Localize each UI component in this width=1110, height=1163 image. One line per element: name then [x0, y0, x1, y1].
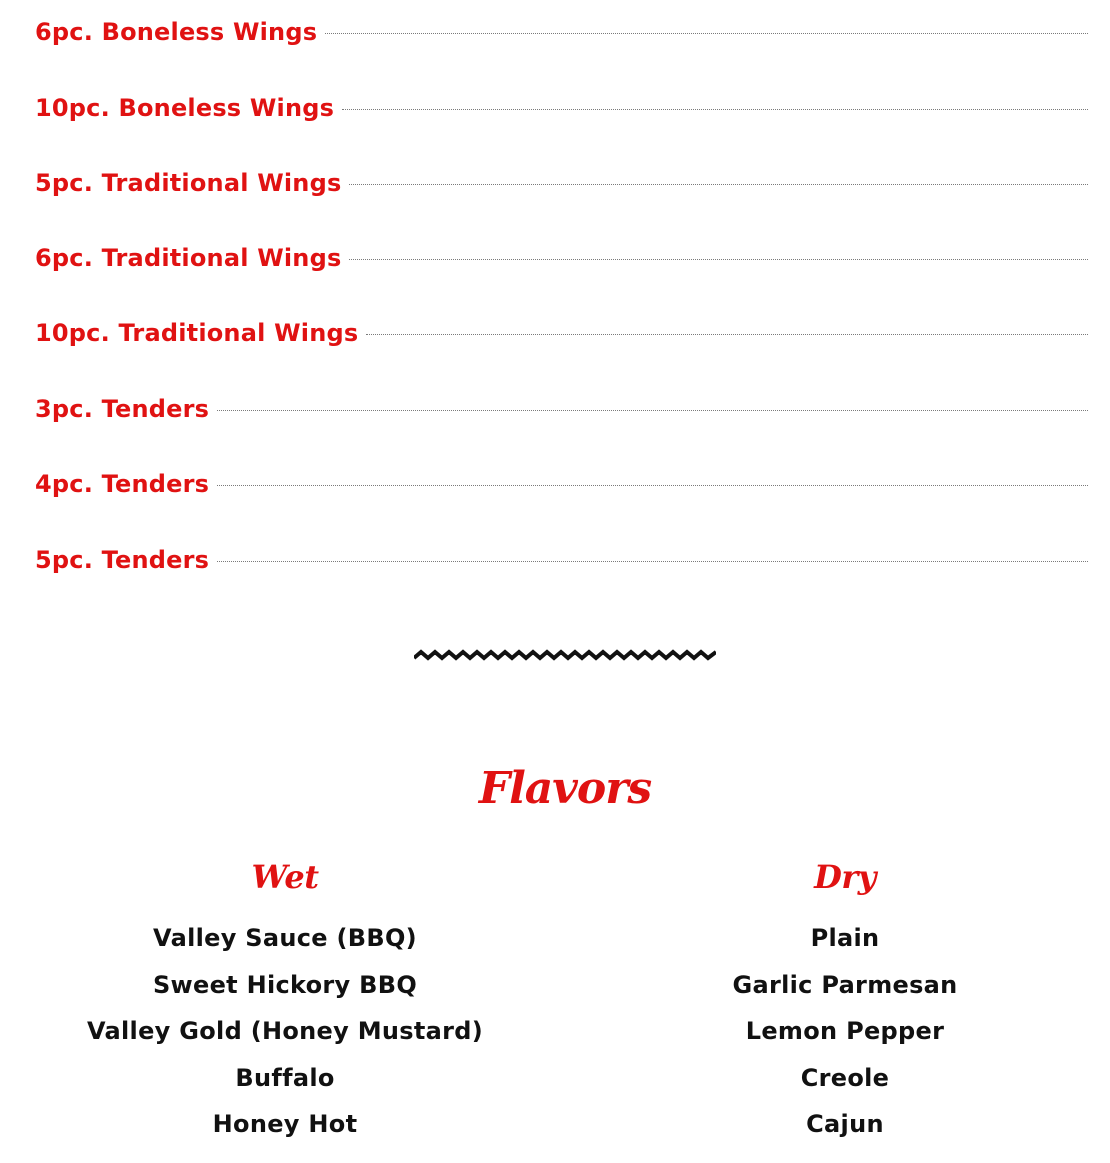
menu-item-name: 10pc. Boneless Wings	[35, 94, 335, 122]
menu-item-name: 6pc. Boneless Wings	[35, 18, 318, 46]
dry-flavor-list	[565, 915, 1110, 1148]
flavor-item: Plain	[810, 924, 880, 952]
menu-item-name: 5pc. Traditional Wings	[35, 169, 342, 197]
zigzag-divider	[414, 644, 716, 666]
dotted-leader	[342, 109, 1088, 110]
menu-item-name: 4pc. Tenders	[35, 470, 210, 498]
wet-flavor-list	[5, 915, 565, 1148]
flavor-item: Lemon Pepper	[745, 1017, 945, 1045]
dry-heading: Dry	[814, 858, 876, 896]
dotted-leader	[349, 184, 1088, 185]
dotted-leader	[349, 259, 1088, 260]
dry-flavors-column	[565, 852, 1110, 1148]
menu-item-name: 10pc. Traditional Wings	[35, 319, 359, 347]
menu-item	[35, 238, 1088, 278]
menu-item-name: 6pc. Traditional Wings	[35, 244, 342, 272]
menu-item	[35, 540, 1088, 580]
flavor-item: Cajun	[806, 1110, 884, 1138]
flavor-item: Garlic Parmesan	[732, 970, 958, 999]
flavor-item: Valley Sauce (BBQ)	[153, 924, 417, 952]
dotted-leader	[217, 561, 1088, 562]
flavor-item: Creole	[800, 1063, 890, 1092]
menu-item	[35, 313, 1088, 353]
menu-item-name: 3pc. Tenders	[35, 395, 210, 423]
wet-heading: Wet	[251, 858, 319, 896]
menu-item	[35, 464, 1088, 504]
flavor-item: Sweet Hickory BBQ	[152, 970, 418, 999]
menu-item	[35, 389, 1088, 429]
wet-flavors-column	[5, 852, 565, 1148]
menu-item-name: 5pc. Tenders	[35, 546, 210, 574]
menu-item	[35, 12, 1088, 52]
flavor-item: Valley Gold (Honey Mustard)	[86, 1017, 484, 1045]
dotted-leader	[366, 334, 1088, 335]
menu-item	[35, 163, 1088, 203]
dotted-leader	[217, 410, 1088, 411]
menu-item	[35, 88, 1088, 128]
flavor-item: Honey Hot	[212, 1110, 358, 1138]
flavor-item: Buffalo	[235, 1063, 335, 1092]
dotted-leader	[217, 485, 1088, 486]
flavors-title: Flavors	[478, 763, 652, 814]
dotted-leader	[325, 33, 1088, 34]
